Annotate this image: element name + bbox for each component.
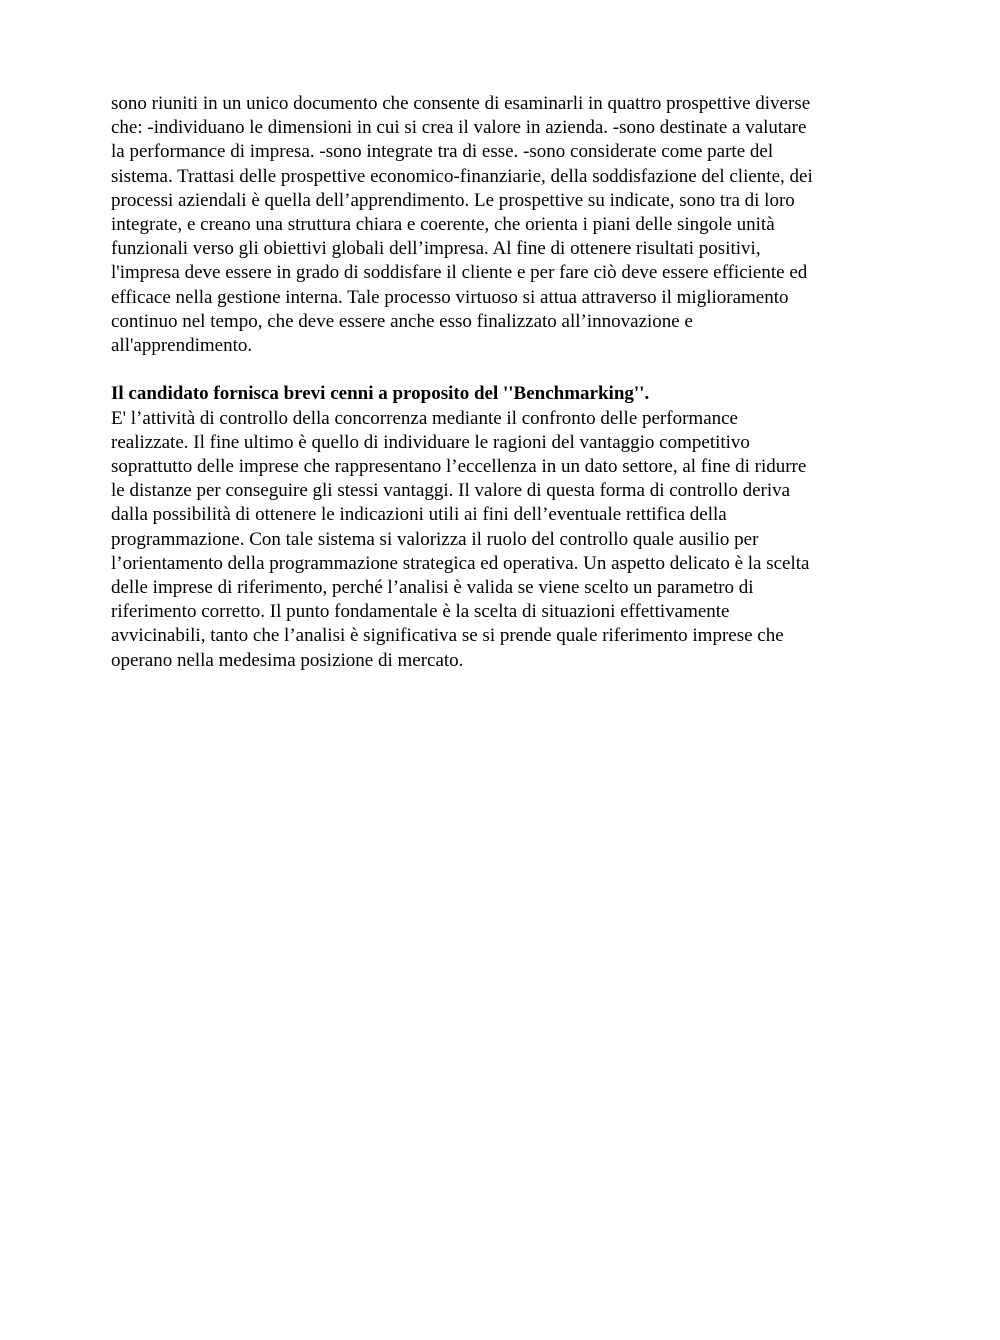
text-line: processi aziendali è quella dell’apprendimento. Le prospettive su indicate, sono tra di loro: [111, 189, 795, 211]
paragraph-spacer: [111, 358, 901, 382]
text-line: soprattutto delle imprese che rappresentano l’eccellenza in un dato settore, al fine di ridurre: [111, 456, 807, 478]
paragraph-balanced-scorecard: [111, 92, 901, 358]
paragraph-benchmarking: [111, 407, 901, 673]
text-line: l'impresa deve essere in grado di soddisfare il cliente e per fare ciò deve essere efficiente ed: [111, 262, 808, 284]
text-line: dalla possibilità di ottenere le indicazioni utili ai fini dell’eventuale rettifica della: [111, 504, 727, 526]
text-line: E' l’attività di controllo della concorrenza mediante il confronto delle performance: [111, 407, 738, 429]
text-line: realizzate. Il fine ultimo è quello di individuare le ragioni del vantaggio competitivo: [111, 431, 750, 453]
text-line: sono riuniti in un unico documento che consente di esaminarli in quattro prospettive diverse: [111, 93, 811, 114]
text-line: riferimento corretto. Il punto fondamentale è la scelta di situazioni effettivamente: [111, 601, 730, 623]
text-line: funzionali verso gli obiettivi globali dell’impresa. Al fine di ottenere risultati positivi,: [111, 238, 761, 260]
text-line: delle imprese di riferimento, perché l’analisi è valida se viene scelto un parametro di: [111, 577, 754, 599]
text-line: efficace nella gestione interna. Tale processo virtuoso si attua attraverso il miglioramento: [111, 286, 789, 308]
text-line: operano nella medesima posizione di mercato.: [111, 649, 464, 671]
text-line: all'apprendimento.: [111, 335, 253, 357]
text-line: avvicinabili, tanto che l’analisi è significativa se si prende quale riferimento imprese che: [111, 625, 784, 647]
document-page: [111, 92, 901, 673]
question-heading: Il candidato fornisca brevi cenni a proposito del ''Benchmarking''.: [111, 383, 650, 405]
text-line: sistema. Trattasi delle prospettive economico-finanziarie, della soddisfazione del cliente, dei: [111, 165, 813, 187]
text-line: le distanze per conseguire gli stessi vantaggi. Il valore di questa forma di controllo deriva: [111, 480, 791, 502]
text-line: programmazione. Con tale sistema si valorizza il ruolo del controllo quale ausilio per: [111, 528, 759, 550]
text-line: l’orientamento della programmazione strategica ed operativa. Un aspetto delicato è la scelta: [111, 552, 810, 574]
text-line: integrate, e creano una struttura chiara e coerente, che orienta i piani delle singole unità: [111, 214, 775, 236]
text-line: che: -individuano le dimensioni in cui si crea il valore in azienda. -sono destinate a valutare: [111, 117, 807, 139]
text-line: la performance di impresa. -sono integrate tra di esse. -sono considerate come parte del: [111, 141, 774, 163]
text-line: continuo nel tempo, che deve essere anche esso finalizzato all’innovazione e: [111, 310, 693, 332]
